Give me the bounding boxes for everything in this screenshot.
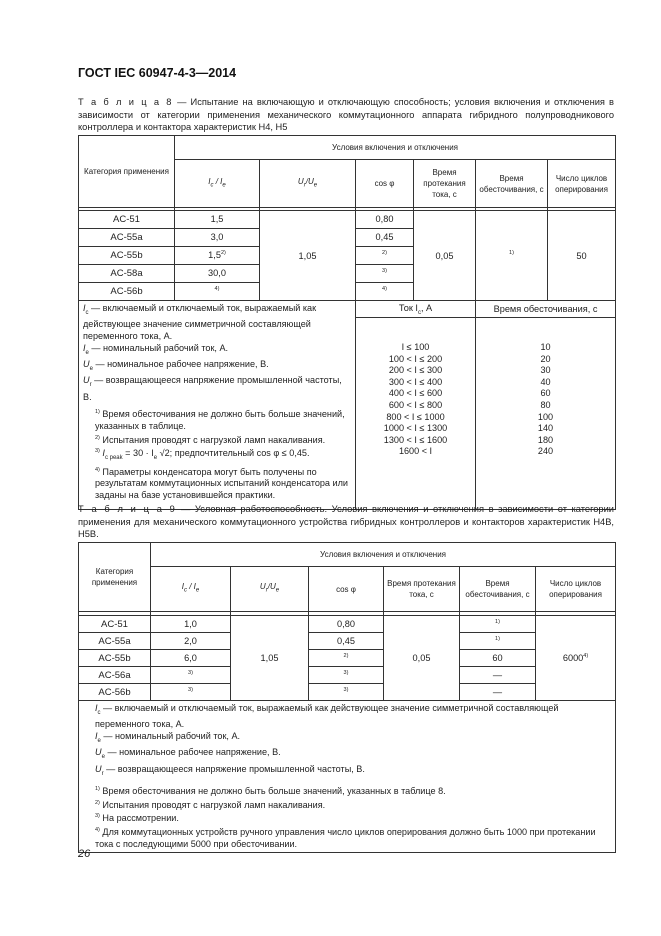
table8-cycles-value: 50 [548, 211, 616, 301]
table9-caption-lead: Т а б л и ц а 9 [78, 504, 177, 514]
table9-caption [78, 503, 614, 541]
table9-row5-blackout: — [460, 684, 536, 701]
table8-row4-category: AC-58a [79, 265, 175, 283]
table8-current-ranges: I ≤ 100 100 < I ≤ 200 200 < I ≤ 300 300 < I ≤ 400 400 < I ≤ 600 600 < I ≤ 800 800 < I ≤ 1000 1000 < I ≤ 1300 1300 < I ≤ 1600 1600 < I [356, 318, 476, 510]
table9-header-conditions: Условия включения и отключения [151, 543, 616, 567]
table9-header-blackout: Время обесточивания, с [460, 567, 536, 612]
table9-row1-cos: 0,80 [309, 616, 384, 633]
table9-current-time-value: 0,05 [384, 616, 460, 701]
table9-notes: $I_c$ — включаемый и отключаемый ток, выражаемый как действующее значение симметричной составляющей переменного тока, А. $I_e$ — номинальный рабочий ток, А. $U_e$ — номинальное рабочее напряжение, В. $U_r$ — возвращающееся напряжение промышленной частоты, В. $^{1)}$ Время обесточивания не должно быть больше значений, указанных в таблице 8. $^{2)}$ Испытания проводят с нагрузкой ламп накаливания. $^{3)}$ На рассмотрении. $^{4)}$ Для коммутационных устройств ручного управления число циклов оперирования должно быть 1000 при протекании тока с последующими 5000 при обесточивании. [79, 701, 616, 853]
table-row [79, 667, 616, 684]
table9-row2-cos: 0,45 [309, 633, 384, 650]
table9-row1-category: AC-51 [79, 616, 151, 633]
table9-row2-blackout: 1) [460, 633, 536, 650]
table8 [78, 135, 616, 510]
table8-subheader-current: Ток $I_c$, А [356, 301, 476, 318]
table8-row2-category: AC-55a [79, 229, 175, 247]
table8-row2-ic: 3,0 [175, 229, 260, 247]
table8-current-time-value: 0,05 [414, 211, 476, 301]
table8-blackout-times: 10 20 30 40 60 80 100 140 180 240 [476, 318, 616, 510]
table8-row3-cos: 2) [356, 247, 414, 265]
table9-row2-category: AC-55a [79, 633, 151, 650]
table-row [79, 684, 616, 701]
table-row [79, 616, 616, 633]
table9-row3-cos: 2) [309, 650, 384, 667]
table9-row3-ic: 6,0 [151, 650, 231, 667]
table8-notes: $I_c$ — включаемый и отключаемый ток, выражаемый как действующее значение симметричной составляющей переменного тока, А. $I_e$ — номинальный рабочий ток, А. $U_e$ — номинальное рабочее напряжение, В. $U_r$ — возвращающееся напряжение промышленной частоты, В. $^{1)}$ Время обесточивания не должно быть больше значений, указанных в таблице. $^{2)}$ Испытания проводят с нагрузкой ламп накаливания. $^{3)}$ $I_{c peak} = 30 \cdot I_e$ √2; предпочтительный cos φ ≤ 0,45. $^{4)}$ Параметры конденсатора могут быть получены по результатам коммутационных испытаний конденсатора или заданы на базе установившейся практики. [79, 301, 356, 510]
table8-header-cos: cos φ [356, 160, 414, 208]
table9-row5-category: AC-56b [79, 684, 151, 701]
table9-row2-ic: 2,0 [151, 633, 231, 650]
table9-row4-blackout: — [460, 667, 536, 684]
table8-header-conditions: Условия включения и отключения [175, 136, 616, 160]
table9-header-cycles: Число циклов оперирования [536, 567, 616, 612]
table8-row3-ic: 1,5$^{2)}$ [175, 247, 260, 265]
table9-row4-cos: 3) [309, 667, 384, 684]
table9-header-ur-ue: $U_r/U_e$ [231, 567, 309, 612]
table8-caption-text: — Испытание на включающую и отключающую способность; условия включения и отключения в зависимости от категории применения механического коммутационного аппарата гибридного полупроводникового контроллера и контактора характеристик H4, H5 [78, 97, 614, 132]
table8-row4-ic: 30,0 [175, 265, 260, 283]
table8-header-cycles: Число циклов оперирования [548, 160, 616, 208]
table8-row1-ic: 1,5 [175, 211, 260, 229]
table8-row1-cos: 0,80 [356, 211, 414, 229]
table-row [79, 211, 616, 229]
table9-ur-value: 1,05 [231, 616, 309, 701]
table8-row1-category: AC-51 [79, 211, 175, 229]
table9-row1-blackout: 1) [460, 616, 536, 633]
table-row [79, 633, 616, 650]
table9-header-category: Категория применения [79, 543, 151, 612]
table9-row3-category: AC-55b [79, 650, 151, 667]
table9-row3-blackout: 60 [460, 650, 536, 667]
table9-row5-cos: 3) [309, 684, 384, 701]
table9-row5-ic: 3) [151, 684, 231, 701]
table8-row5-ic: 4) [175, 283, 260, 301]
table8-header-ur-ue: $U_r/U_e$ [260, 160, 356, 208]
table8-caption-lead: Т а б л и ц а 8 [78, 97, 174, 107]
table8-header-category: Категория применения [79, 136, 175, 208]
table8-row2-cos: 0,45 [356, 229, 414, 247]
table9-row4-category: AC-56a [79, 667, 151, 684]
table8-caption [78, 96, 614, 134]
table9-header-cos: cos φ [309, 567, 384, 612]
table9-row1-ic: 1,0 [151, 616, 231, 633]
table9-caption-text: — Условная работоспособность. Условия включения и отключения в зависимости от категории применения для механического коммутационного устройства гибридных контроллеров и контакторов характеристик H4B, H5B. [78, 504, 614, 539]
table8-row5-cos: 4) [356, 283, 414, 301]
table9-header-ic-ie: $I_c / I_e$ [151, 567, 231, 612]
table8-blackout-note: 1) [476, 211, 548, 301]
table9-header-current-time: Время протекания тока, с [384, 567, 460, 612]
table8-header-blackout: Время обесточивания, с [476, 160, 548, 208]
table8-row5-category: AC-56b [79, 283, 175, 301]
page-number: 26 [78, 848, 91, 860]
table8-subheader-time: Время обесточивания, с [476, 301, 616, 318]
table9 [78, 542, 616, 853]
table8-ur-value: 1,05 [260, 211, 356, 301]
table8-header-current-time: Время протекания тока, с [414, 160, 476, 208]
table8-row4-cos: 3) [356, 265, 414, 283]
table8-row3-category: AC-55b [79, 247, 175, 265]
table8-header-ic-ie: $I_c / I_e$ [175, 160, 260, 208]
document-header: ГОСТ IEC 60947-4-3—2014 [78, 66, 237, 80]
table9-cycles-value: 6000$^{4)}$ [536, 616, 616, 701]
table9-row4-ic: 3) [151, 667, 231, 684]
table-row [79, 650, 616, 667]
